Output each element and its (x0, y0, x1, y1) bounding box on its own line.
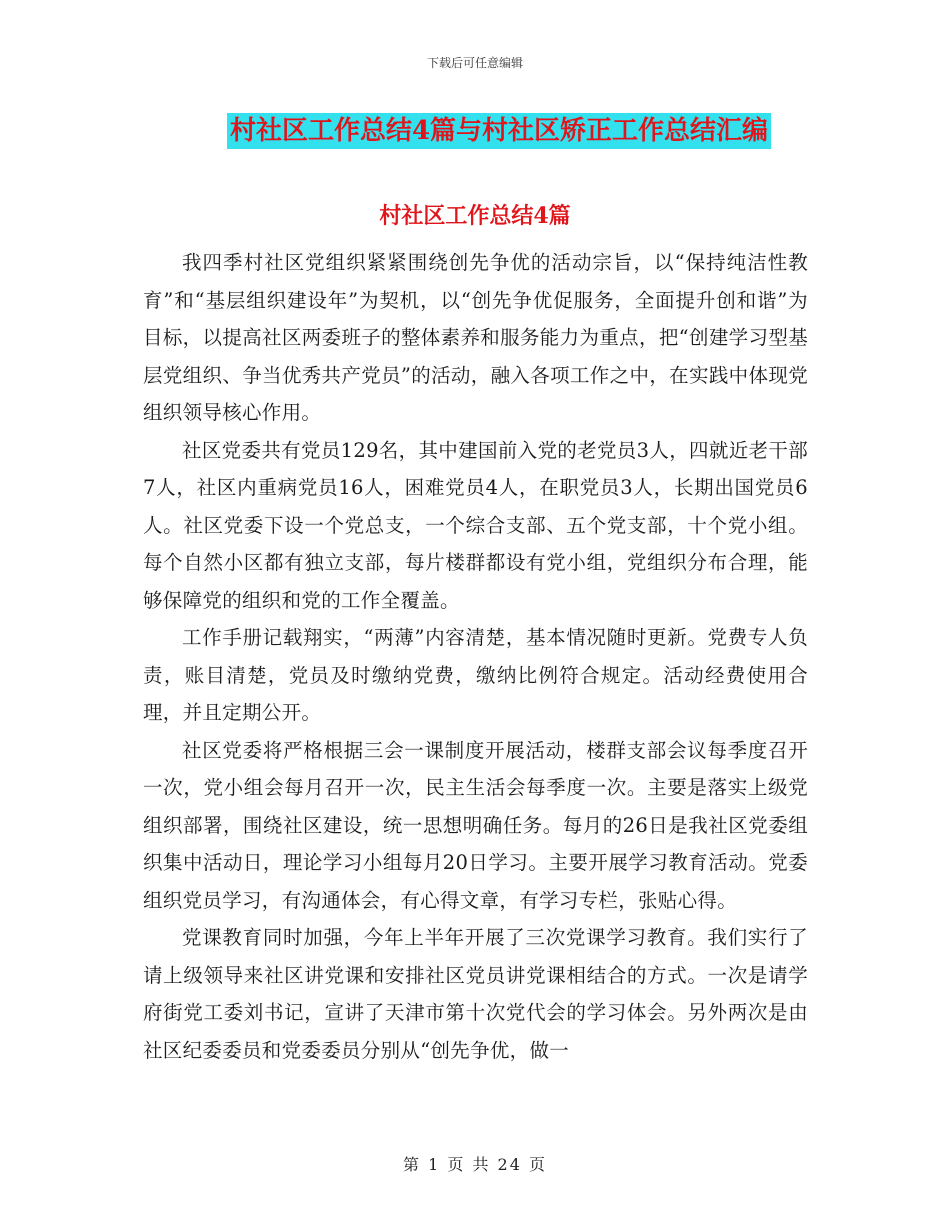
document-body (143, 244, 808, 1069)
page-number: 第 1 页 共 24 页 (403, 1155, 547, 1174)
paragraph-5: 党课教育同时加强，今年上半年开展了三次党课学习教育。我们实行了请上级领导来社区讲党课和安排社区党员讲党课相结合的方式。一次是请学府街党工委刘书记，宣讲了天津市第十次党代会的学习体会。另外两次是由社区纪委委员和党委委员分别从“创先争优，做一 (143, 926, 808, 1062)
header-note: 下载后可任意编辑 (426, 56, 523, 70)
main-title-text: 村社区工作总结4篇与村社区矫正工作总结汇编 (227, 113, 771, 149)
paragraph-4: 社区党委将严格根据三会一课制度开展活动，楼群支部会议每季度召开一次，党小组会每月召开一次，民主生活会每季度一次。主要是落实上级党组织部署，围绕社区建设，统一思想明确任务。每月的26日是我社区党委组织集中活动日，理论学习小组每月20日学习。主要开展学习教育活动。党委组织党员学习，有沟通体会，有心得文章，有学习专栏，张贴心得。 (143, 738, 808, 912)
paragraph-3: 工作手册记载翔实，“两薄”内容清楚，基本情况随时更新。党费专人负责，账目清楚，党员及时缴纳党费，缴纳比例符合规定。活动经费使用合理，并且定期公开。 (143, 626, 808, 724)
document-main-title (0, 113, 950, 149)
section-title: 村社区工作总结4篇 (379, 203, 571, 229)
paragraph-2: 社区党委共有党员129名，其中建国前入党的老党员3人，四就近老干部7人，社区内重病党员16人，困难党员4人，在职党员3人，长期出国党员6人。社区党委下设一个党总支，一个综合支部、五个党支部，十个党小组。每个自然小区都有独立支部，每片楼群都设有党小组，党组织分布合理，能够保障党的组织和党的工作全覆盖。 (143, 438, 808, 612)
paragraph-1: 我四季村社区党组织紧紧围绕创先争优的活动宗旨，以“保持纯洁性教育”和“基层组织建设年”为契机，以“创先争优促服务，全面提升创和谐”为目标，以提高社区两委班子的整体素养和服务能力为重点，把“创建学习型基层党组织、争当优秀共产党员”的活动，融入各项工作之中，在实践中体现党组织领导核心作用。 (143, 251, 808, 424)
